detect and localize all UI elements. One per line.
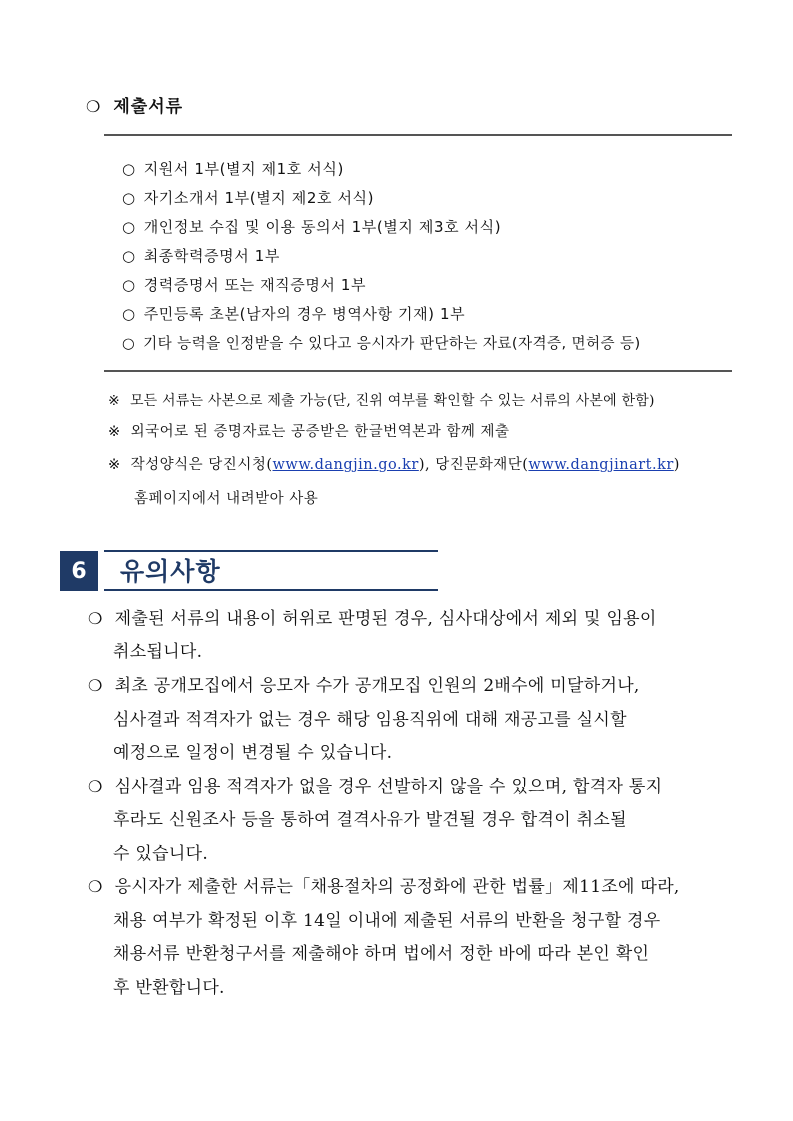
paragraph-3-cont: 후라도 신원조사 등을 통하여 결격사유가 발견될 경우 합격이 취소될 — [113, 810, 627, 830]
reference-mark-icon: ※ — [108, 424, 121, 440]
bullet-icon: ○ — [122, 276, 136, 294]
doc-item: ○ 최종학력증명서 1부 — [122, 247, 280, 265]
paragraph-2: ❍ 최초 공개모집에서 응모자 수가 공개모집 인원의 2배수에 미달하거나, — [88, 676, 640, 696]
paragraph-4-cont: 후 반환합니다. — [113, 978, 225, 998]
divider-top — [104, 134, 732, 136]
bullet-icon: ○ — [122, 189, 136, 207]
note-1: ※ 모든 서류는 사본으로 제출 가능(단, 진위 여부를 확인할 수 있는 서류의 사본에 한함) — [108, 393, 655, 409]
paragraph-2-cont: 심사결과 적격자가 없는 경우 해당 임용직위에 대해 재공고를 실시할 — [113, 710, 627, 730]
reference-mark-icon: ※ — [108, 393, 120, 409]
circle-bullet-icon: ❍ — [88, 777, 103, 796]
title-line-bottom — [104, 589, 438, 591]
paragraph-1-cont: 취소됩니다. — [113, 642, 203, 662]
note-3-continued: 홈페이지에서 내려받아 사용 — [134, 491, 319, 507]
dangjin-city-link[interactable]: www.dangjin.go.kr — [272, 457, 419, 473]
circle-bullet-icon: ❍ — [88, 609, 103, 628]
section-title: 제출서류 — [113, 97, 184, 117]
paragraph-2-cont: 예정으로 일정이 변경될 수 있습니다. — [113, 743, 393, 763]
bullet-icon: ○ — [122, 305, 136, 323]
doc-item: ○ 경력증명서 또는 재직증명서 1부 — [122, 276, 367, 294]
bullet-icon: ○ — [122, 160, 136, 178]
dangjin-art-link[interactable]: www.dangjinart.kr — [528, 457, 674, 473]
doc-item: ○ 개인정보 수집 및 이용 동의서 1부(별지 제3호 서식) — [122, 218, 502, 236]
paragraph-1: ❍ 제출된 서류의 내용이 허위로 판명된 경우, 심사대상에서 제외 및 임용이 — [88, 609, 657, 629]
paragraph-3-cont: 수 있습니다. — [113, 844, 209, 864]
doc-item: ○ 지원서 1부(별지 제1호 서식) — [122, 160, 344, 178]
circle-bullet-icon: ❍ — [88, 676, 103, 695]
bullet-icon: ○ — [122, 247, 136, 265]
doc-item: ○ 기타 능력을 인정받을 수 있다고 응시자가 판단하는 자료(자격증, 면허증 등) — [122, 335, 641, 352]
divider-bottom — [104, 370, 732, 372]
bullet-icon: ○ — [122, 335, 136, 352]
paragraph-3: ❍ 심사결과 임용 적격자가 없을 경우 선발하지 않을 수 있으며, 합격자 통지 — [88, 777, 663, 797]
doc-item: ○ 주민등록 초본(남자의 경우 병역사항 기재) 1부 — [122, 305, 466, 323]
paragraph-4-cont: 채용 여부가 확정된 이후 14일 이내에 제출된 서류의 반환을 청구할 경우 — [113, 911, 661, 931]
title-line-top — [104, 550, 438, 552]
bullet-icon: ○ — [122, 218, 136, 236]
paragraph-4: ❍ 응시자가 제출한 서류는「채용절차의 공정화에 관한 법률」제11조에 따라, — [88, 877, 680, 897]
note-3: ※ 작성양식은 당진시청(www.dangjin.go.kr), 당진문화재단(www.dangjinart.kr) — [108, 457, 680, 473]
circle-bullet-icon: ❍ — [86, 97, 102, 116]
section-heading-documents — [86, 92, 183, 117]
section-title: 유의사항 — [120, 557, 221, 586]
section-number-badge: 6 — [60, 551, 98, 591]
reference-mark-icon: ※ — [108, 457, 121, 473]
circle-bullet-icon: ❍ — [88, 877, 103, 896]
paragraph-4-cont: 채용서류 반환청구서를 제출해야 하며 법에서 정한 바에 따라 본인 확인 — [113, 944, 650, 964]
doc-item: ○ 자기소개서 1부(별지 제2호 서식) — [122, 189, 375, 207]
note-2: ※ 외국어로 된 증명자료는 공증받은 한글번역본과 함께 제출 — [108, 424, 510, 440]
